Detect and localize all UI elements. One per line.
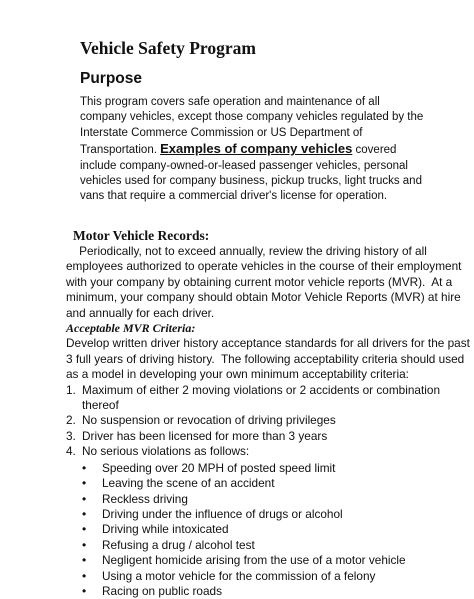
numbered-item <box>66 383 466 398</box>
bullet-glyph: • <box>82 506 87 521</box>
purpose-line <box>80 141 460 158</box>
criteria-line: 3 full years of driving history. The following acceptability criteria should used <box>66 351 465 366</box>
purpose-line: include company-owned-or-leased passenger vehicles, personal <box>80 159 408 172</box>
purpose-heading: Purpose <box>80 70 143 87</box>
list-item-text: Leaving the scene of an accident <box>102 476 275 491</box>
purpose-line: vans that require a commercial driver's license for operation. <box>80 190 388 203</box>
purpose-line: This program covers safe operation and maintenance of all <box>80 96 380 108</box>
purpose-line: Interstate Commerce Commission or US Department of <box>80 126 363 139</box>
list-item-text: Refusing a drug / alcohol test <box>102 537 255 552</box>
list-item <box>82 522 466 537</box>
criteria-heading: Acceptable MVR Criteria: <box>66 321 196 336</box>
bullet-glyph: • <box>82 460 87 475</box>
list-item <box>82 492 466 507</box>
mvr-line: employees authorized to operate vehicles in the course of their employment <box>66 259 462 274</box>
mvr-line: with your company by obtaining current motor vehicle reports (MVR). At a <box>66 274 453 289</box>
list-item <box>82 507 466 522</box>
item-text: No suspension or revocation of driving privileges <box>82 413 336 428</box>
item-text: Driver has been licensed for more than 3 years <box>82 428 328 443</box>
mvr-section <box>66 244 470 599</box>
list-item-text: Racing on public roads <box>102 583 223 598</box>
numbered-item <box>66 444 466 459</box>
list-item <box>82 553 466 568</box>
item-text: No serious violations as follows: <box>82 444 250 459</box>
purpose-paragraph <box>80 95 460 205</box>
item-number: 3. <box>66 428 76 443</box>
list-item-text: Using a motor vehicle for the commission of a felony <box>102 568 376 583</box>
item-text: Maximum of either 2 moving violations or 2 accidents or combination <box>82 382 441 397</box>
violation-list <box>66 461 466 599</box>
item-continuation: thereof <box>82 398 119 413</box>
criteria-line: Develop written driver history acceptance standards for all drivers for the past <box>66 336 470 351</box>
bullet-glyph: • <box>82 522 87 537</box>
list-item <box>82 538 466 553</box>
list-item <box>82 584 466 599</box>
examples-link[interactable]: Examples of company vehicles <box>160 141 353 157</box>
item-number: 4. <box>66 444 76 459</box>
numbered-item <box>66 413 466 428</box>
item-number: 1. <box>66 382 76 397</box>
bullet-glyph: • <box>82 491 87 506</box>
list-item <box>82 569 466 584</box>
purpose-line: vehicles used for company business, pickup trucks, light trucks and <box>80 175 422 188</box>
bullet-glyph: • <box>82 568 87 583</box>
list-item <box>82 476 466 491</box>
mvr-heading: Motor Vehicle Records: <box>73 228 210 243</box>
purpose-line: company vehicles, except those company vehicles regulated by the <box>80 111 424 124</box>
purpose-line-prefix: Transportation. <box>80 144 161 157</box>
list-item <box>82 461 466 476</box>
bullet-glyph: • <box>82 537 87 552</box>
mvr-line: and annually for each driver. <box>66 305 215 320</box>
bullet-glyph: • <box>82 476 87 491</box>
numbered-item <box>66 429 466 444</box>
purpose-line-suffix: covered <box>352 144 397 157</box>
criteria-line: as a model in developing your own minimum acceptability criteria: <box>66 367 409 382</box>
bullet-glyph: • <box>82 583 87 598</box>
list-item-text: Negligent homicide arising from the use of a motor vehicle <box>102 553 406 568</box>
mvr-line: Periodically, not to exceed annually, review the driving history of all <box>66 244 427 258</box>
list-item-text: Speeding over 20 MPH of posted speed limit <box>102 460 336 475</box>
bullet-glyph: • <box>82 553 87 568</box>
list-item-text: Driving under the influence of drugs or alcohol <box>102 506 343 521</box>
item-number: 2. <box>66 413 76 428</box>
mvr-line: minimum, your company should obtain Motor Vehicle Reports (MVR) at hire <box>66 290 461 305</box>
document-title: Vehicle Safety Program <box>80 38 256 58</box>
list-item-text: Driving while intoxicated <box>102 522 229 537</box>
list-item-text: Reckless driving <box>102 491 188 506</box>
